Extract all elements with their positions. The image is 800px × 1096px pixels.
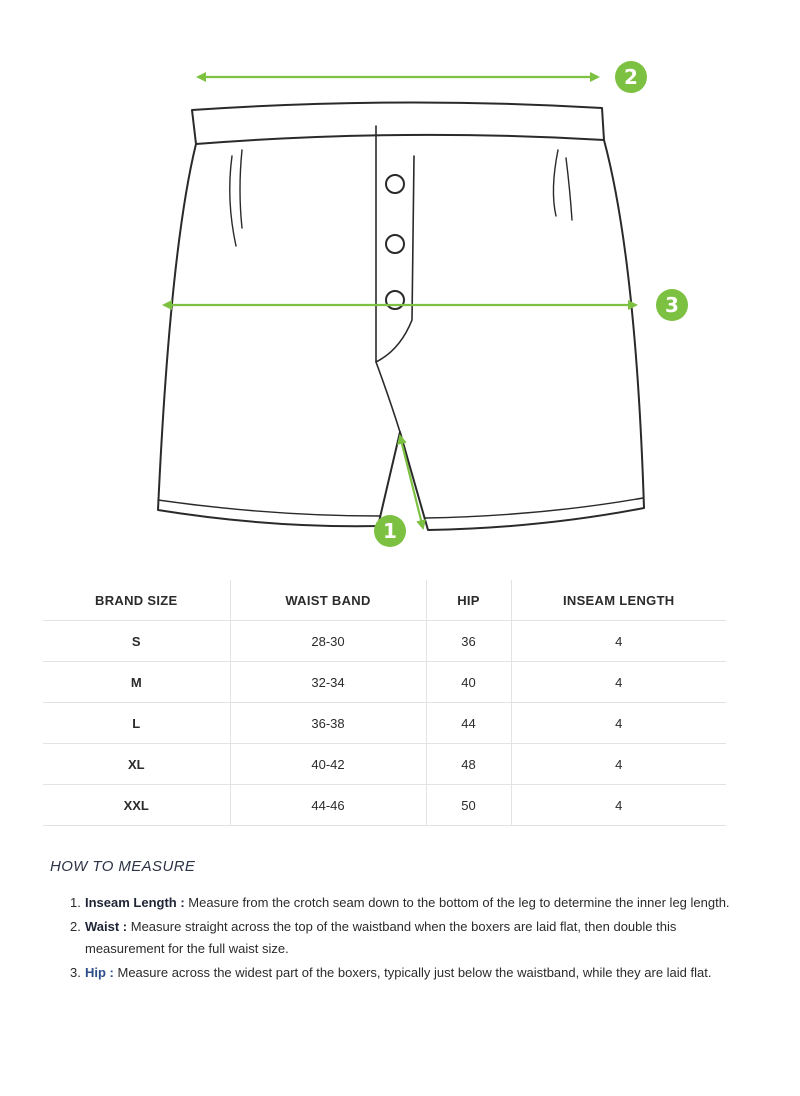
inseam-cell: 4 [511,785,726,826]
waist-cell: 40-42 [230,744,426,785]
fly-button-3 [386,291,404,309]
waist-cell: 36-38 [230,703,426,744]
header-brand-size: BRAND SIZE [43,580,230,621]
right-pleat [553,150,572,220]
hip-cell: 44 [426,703,511,744]
instruction-item-inseam [70,892,750,914]
waist-cell: 32-34 [230,662,426,703]
size-chart-table [43,580,726,826]
inseam-cell: 4 [511,662,726,703]
instruction-term: Hip : [85,965,114,980]
fly-button-1 [386,175,404,193]
left-pleat [230,150,242,246]
table-row [43,744,726,785]
inseam-measure-arrow [400,436,423,528]
marker-hip [656,289,688,321]
waist-cell: 44-46 [230,785,426,826]
instruction-term: Waist : [85,919,128,934]
table-row [43,785,726,826]
measurement-instructions-list [70,892,750,986]
instruction-text: Measure straight across the top of the waistband when the boxers are laid flat, then double this measurement for the full waist size. [85,919,677,956]
fly-seam [376,362,400,432]
table-header-row [43,580,726,621]
inseam-cell: 4 [511,703,726,744]
instruction-item-waist [70,916,750,960]
instruction-item-hip [70,962,750,984]
hip-cell: 50 [426,785,511,826]
size-cell: M [43,662,230,703]
hip-cell: 48 [426,744,511,785]
waistband-outline [192,102,604,144]
left-leg-hem [158,500,380,516]
right-leg-hem [425,498,643,518]
shorts-body-outline [158,140,644,530]
fly-button-2 [386,235,404,253]
svg-text:1: 1 [383,519,397,543]
fly-outline [376,126,414,362]
hip-cell: 36 [426,621,511,662]
how-to-measure-title: HOW TO MEASURE [50,858,196,875]
header-hip: HIP [426,580,511,621]
waist-cell: 28-30 [230,621,426,662]
svg-text:2: 2 [624,65,638,89]
size-cell: XL [43,744,230,785]
marker-waist [615,61,647,93]
table-row [43,662,726,703]
instruction-term: Inseam Length : [85,895,185,910]
inseam-cell: 4 [511,744,726,785]
hip-cell: 40 [426,662,511,703]
size-cell: S [43,621,230,662]
inseam-cell: 4 [511,621,726,662]
instruction-text: Measure from the crotch seam down to the bottom of the leg to determine the inner leg length. [184,895,730,910]
boxer-shorts-illustration [158,102,644,530]
instruction-text: Measure across the widest part of the boxers, typically just below the waistband, while they are laid flat. [113,965,712,980]
header-waist-band: WAIST BAND [230,580,426,621]
table-row [43,703,726,744]
svg-text:3: 3 [665,293,679,317]
size-cell: XXL [43,785,230,826]
instruction-number: 2. [70,919,81,934]
header-inseam-length: INSEAM LENGTH [511,580,726,621]
instruction-number: 3. [70,965,81,980]
table-row [43,621,726,662]
instruction-number: 1. [70,895,81,910]
size-cell: L [43,703,230,744]
marker-inseam [374,515,406,547]
